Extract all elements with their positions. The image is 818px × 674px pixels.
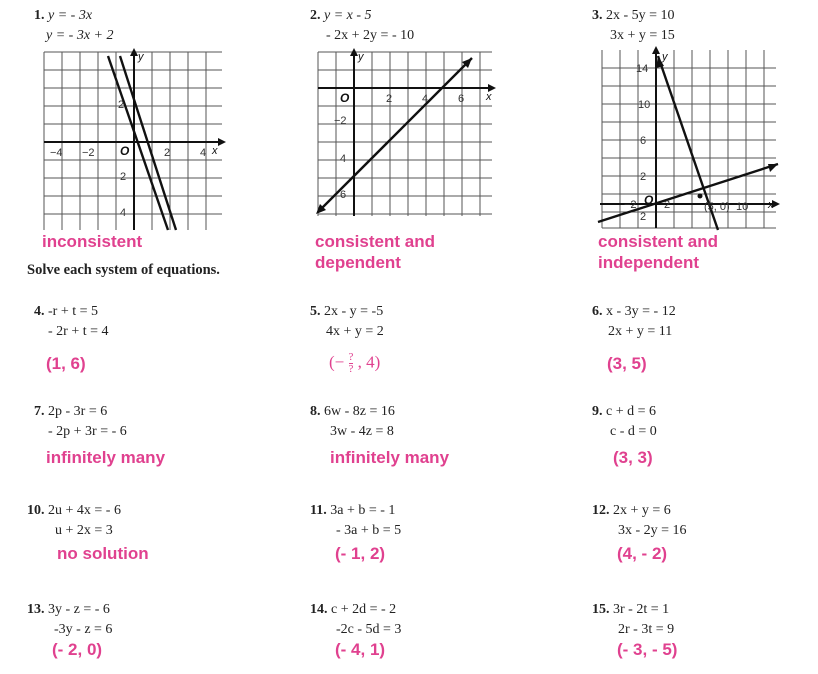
answer-8: infinitely many bbox=[330, 448, 450, 467]
problem-6-eq2: 2x + y = 11 bbox=[608, 324, 673, 339]
g3-xlabel-10: 10 bbox=[736, 201, 749, 213]
problem-7-eq1: 2p - 3r = 6 bbox=[48, 404, 108, 419]
problem-14-eq1: c + 2d = - 2 bbox=[331, 602, 397, 617]
section-heading: Solve each system of equations. bbox=[27, 262, 220, 278]
graph-3 bbox=[596, 46, 786, 232]
g2-ylabel-neg4: 4 bbox=[340, 153, 347, 165]
g2-origin: O bbox=[340, 91, 350, 105]
answer-5-fraction: $\frac{?}{?}$ bbox=[348, 351, 354, 375]
problem-10-eq1: 2u + 4x = - 6 bbox=[48, 503, 121, 518]
g3-ylabel-2: 2 bbox=[640, 171, 647, 183]
problem-14: 14. c + 2d = - 2 -2c - 5d = 3 bbox=[310, 602, 402, 637]
g2-x-axis-label: x bbox=[486, 91, 492, 103]
problem-1-eq1: y = - 3x bbox=[48, 8, 93, 23]
answer-12: (4, - 2) bbox=[617, 544, 668, 563]
problem-9-eq1: c + d = 6 bbox=[606, 404, 657, 419]
g2-xlabel-2: 2 bbox=[386, 93, 393, 105]
problem-8-eq1: 6w - 8z = 16 bbox=[324, 404, 395, 419]
answer-13: (- 2, 0) bbox=[52, 640, 103, 659]
g3-point-label: (5, 0) bbox=[704, 201, 730, 213]
problem-3: 3. 2x - 5y = 10 3x + y = 15 bbox=[592, 8, 675, 43]
problem-11-eq2: - 3a + b = 5 bbox=[336, 523, 402, 538]
problem-12: 12. 2x + y = 6 3x - 2y = 16 bbox=[592, 503, 687, 538]
problem-12-eq1: 2x + y = 6 bbox=[613, 503, 671, 518]
g3-ylabel-10: 10 bbox=[638, 99, 651, 111]
answer-5: (− $\frac{?}{?}$ , 4) bbox=[329, 351, 381, 375]
g3-xlabel-2: 2 bbox=[664, 199, 671, 211]
problem-7: 7. 2p - 3r = 6 - 2p + 3r = - 6 bbox=[34, 404, 127, 439]
g2-xlabel-4: 4 bbox=[422, 93, 429, 105]
g1-xlabel-neg4: −4 bbox=[50, 147, 63, 159]
problem-1: 1. y = - 3x y = - 3x + 2 bbox=[34, 8, 114, 43]
g1-xlabel-4: 4 bbox=[200, 147, 207, 159]
g2-ylabel-neg6: 6 bbox=[340, 189, 347, 201]
g1-ylabel-neg4: 4 bbox=[120, 207, 127, 219]
answer-11: (- 1, 2) bbox=[335, 544, 386, 563]
problem-13: 13. 3y - z = - 6 -3y - z = 6 bbox=[27, 602, 113, 637]
g3-ylabel-14: 14 bbox=[636, 63, 649, 75]
answer-4: (1, 6) bbox=[46, 354, 86, 373]
problem-8-eq2: 3w - 4z = 8 bbox=[330, 424, 394, 439]
answer-9: (3, 3) bbox=[613, 448, 653, 467]
g2-ylabel-neg2: −2 bbox=[334, 115, 347, 127]
g3-y-axis-label: y bbox=[662, 51, 668, 63]
problem-11: 11. 3a + b = - 1 - 3a + b = 5 bbox=[310, 503, 402, 538]
problem-3-eq2: 3x + y = 15 bbox=[610, 28, 675, 43]
g2-y-axis-label: y bbox=[358, 51, 364, 63]
answer-6: (3, 5) bbox=[607, 354, 647, 373]
problem-3-eq1: 2x - 5y = 10 bbox=[606, 8, 675, 23]
graph-2 bbox=[312, 46, 502, 222]
g3-ylabel-6: 6 bbox=[640, 135, 647, 147]
g3-xlabel-neg2: −2 bbox=[624, 199, 637, 211]
problem-5-eq1: 2x - y = -5 bbox=[324, 304, 384, 319]
problem-2: 2. y = x - 5 - 2x + 2y = - 10 bbox=[310, 8, 415, 43]
problem-6: 6. x - 3y = - 12 2x + y = 11 bbox=[592, 304, 676, 339]
g3-x-axis-label: x bbox=[768, 199, 774, 211]
problem-2-eq2: - 2x + 2y = - 10 bbox=[326, 28, 415, 43]
problem-4-eq2: - 2r + t = 4 bbox=[48, 324, 109, 339]
g3-ylabel-neg2: 2 bbox=[640, 211, 647, 223]
problem-14-eq2: -2c - 5d = 3 bbox=[336, 622, 402, 637]
problem-4: 4. -r + t = 5 - 2r + t = 4 bbox=[34, 304, 109, 339]
answer-7: infinitely many bbox=[46, 448, 166, 467]
g2-xlabel-6: 6 bbox=[458, 93, 465, 105]
answer-2: consistent and dependent bbox=[315, 232, 435, 272]
problem-7-eq2: - 2p + 3r = - 6 bbox=[48, 424, 127, 439]
g1-xlabel-2: 2 bbox=[164, 147, 171, 159]
graph-1 bbox=[40, 48, 230, 234]
g1-ylabel-2: 2 bbox=[118, 99, 125, 111]
g1-x-axis-label: x bbox=[212, 145, 218, 157]
problem-9-eq2: c - d = 0 bbox=[610, 424, 657, 439]
problem-15-eq1: 3r - 2t = 1 bbox=[613, 602, 670, 617]
answer-10: no solution bbox=[57, 544, 149, 563]
answer-1: inconsistent bbox=[42, 232, 143, 251]
problem-12-eq2: 3x - 2y = 16 bbox=[618, 523, 687, 538]
g1-xlabel-neg2: −2 bbox=[82, 147, 95, 159]
problem-13-eq1: 3y - z = - 6 bbox=[48, 602, 110, 617]
g1-y-axis-label: y bbox=[138, 51, 144, 63]
answer-3: consistent and independent bbox=[598, 232, 718, 272]
answer-15: (- 3, - 5) bbox=[617, 640, 678, 659]
problem-9: 9. c + d = 6 c - d = 0 bbox=[592, 404, 657, 439]
problem-6-eq1: x - 3y = - 12 bbox=[606, 304, 676, 319]
problem-10: 10. 2u + 4x = - 6 u + 2x = 3 bbox=[27, 503, 121, 538]
problem-11-eq1: 3a + b = - 1 bbox=[330, 503, 396, 518]
problem-4-eq1: -r + t = 5 bbox=[48, 304, 99, 319]
problem-8: 8. 6w - 8z = 16 3w - 4z = 8 bbox=[310, 404, 395, 439]
g1-origin: O bbox=[120, 144, 130, 158]
problem-5-eq2: 4x + y = 2 bbox=[326, 324, 384, 339]
problem-13-eq2: -3y - z = 6 bbox=[54, 622, 113, 637]
problem-5: 5. 2x - y = -5 4x + y = 2 bbox=[310, 304, 384, 339]
problem-2-eq1: y = x - 5 bbox=[324, 8, 372, 23]
problem-10-eq2: u + 2x = 3 bbox=[55, 523, 113, 538]
problem-15-eq2: 2r - 3t = 9 bbox=[618, 622, 675, 637]
answer-14: (- 4, 1) bbox=[335, 640, 386, 659]
g3-origin: O bbox=[644, 193, 654, 207]
problem-15: 15. 3r - 2t = 1 2r - 3t = 9 bbox=[592, 602, 675, 637]
g1-ylabel-neg2: 2 bbox=[120, 171, 127, 183]
problem-1-eq2: y = - 3x + 2 bbox=[46, 28, 114, 43]
